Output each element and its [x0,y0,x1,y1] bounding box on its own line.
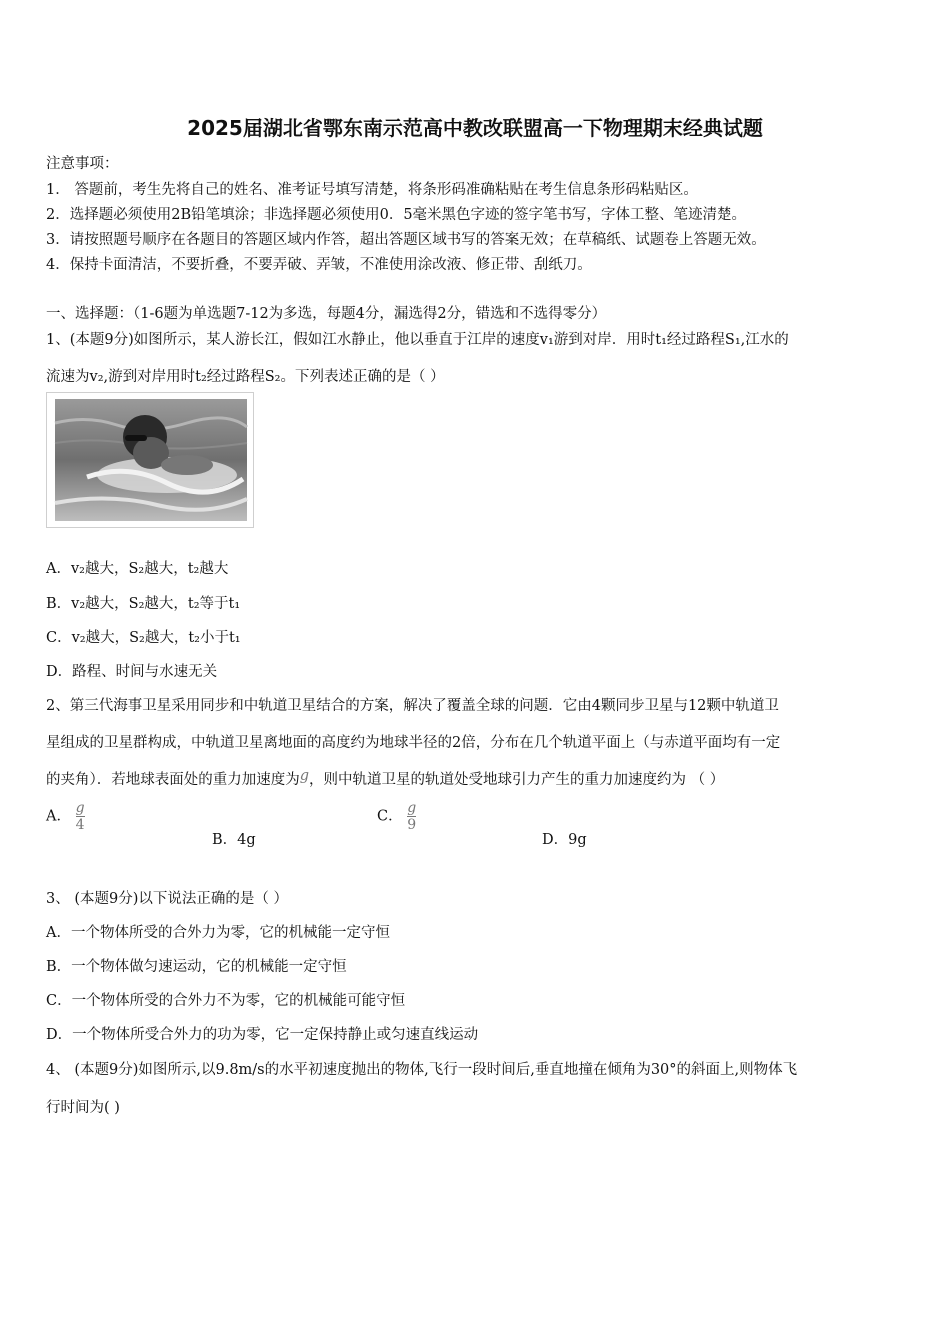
q1-stem-line1: 1、(本题9分)如图所示，某人游长江，假如江水静止，他以垂直于江岸的速度v₁游到对岸．用时t₁经过路程S₁,江水的 [46,332,789,348]
q2-option-c-numerator: g [407,800,417,816]
q2-option-a-label: A． [46,808,71,825]
q1-option-c: C．v₂越大，S₂越大，t₂小于t₁ [46,630,241,646]
q2-option-c [377,800,416,833]
q2-option-b: B．4g [212,832,256,848]
q2-stem-line1: 2、第三代海事卫星采用同步和中轨道卫星结合的方案，解决了覆盖全球的问题．它由4颗同步卫星与12颗中轨道卫 [46,698,779,714]
notice-item-2: 2．选择题必须使用2B铅笔填涂；非选择题必须使用0．5毫米黑色字迹的签字笔书写，字体工整、笔迹清楚。 [46,207,747,223]
q3-option-d: D．一个物体所受合外力的功为零，它一定保持静止或匀速直线运动 [46,1027,479,1043]
q2-option-c-denominator: 9 [407,817,417,833]
q2-option-a [46,800,85,833]
q4-stem-line2: 行时间为( ) [46,1100,120,1116]
q2-gravity-symbol: g [299,768,310,784]
swimmer-image-icon [47,393,253,527]
swimmer-photo [46,392,254,528]
q2-option-a-denominator: 4 [75,817,85,833]
section-heading: 一、选择题：（1-6题为单选题7-12为多选，每题4分，漏选得2分，错选和不选得零分） [46,306,607,322]
q3-option-c: C．一个物体所受的合外力不为零，它的机械能可能守恒 [46,993,406,1009]
q3-option-a: A．一个物体所受的合外力为零，它的机械能一定守恒 [46,925,390,941]
q2-stem-line2: 星组成的卫星群构成，中轨道卫星离地面的高度约为地球半径的2倍，分布在几个轨道平面上（与赤道平面均有一定 [46,735,781,751]
q2-stem-line3-a: 的夹角）．若地球表面处的重力加速度为 [46,772,300,788]
q4-stem-line1: 4、 (本题9分)如图所示,以9.8m/s的水平初速度抛出的物体,飞行一段时间后,垂直地撞在倾角为30°的斜面上,则物体飞 [46,1062,798,1078]
notice-heading: 注意事项： [46,156,119,172]
q1-stem-line2: 流速为v₂,游到对岸用时t₂经过路程S₂。下列表述正确的是（ ） [46,369,445,385]
q2-stem-line3 [46,768,908,789]
q1-option-b: B．v₂越大，S₂越大，t₂等于t₁ [46,596,241,612]
notice-item-3: 3．请按照题号顺序在各题目的答题区域内作答，超出答题区域书写的答案无效；在草稿纸、试题卷上答题无效。 [46,232,766,248]
q1-option-d: D．路程、时间与水速无关 [46,664,218,680]
q2-option-a-fraction [76,800,85,833]
q1-option-a: A．v₂越大，S₂越大，t₂越大 [46,561,229,577]
q2-option-c-label: C． [377,808,403,825]
q3-stem: 3、 (本题9分)以下说法正确的是（ ） [46,891,288,907]
q2-option-c-fraction [407,800,416,833]
q3-option-b: B．一个物体做匀速运动，它的机械能一定守恒 [46,959,347,975]
q2-stem-line3-b: ，则中轨道卫星的轨道处受地球引力产生的重力加速度约为 （ ） [309,772,725,788]
page-title: 2025届湖北省鄂东南示范高中教改联盟高一下物理期末经典试题 [187,116,763,140]
notice-item-4: 4．保持卡面清洁，不要折叠，不要弄破、弄皱，不准使用涂改液、修正带、刮纸刀。 [46,257,592,273]
q2-option-a-numerator: g [75,800,85,816]
notice-item-1: 1． 答题前，考生先将自己的姓名、准考证号填写清楚，将条形码准确粘贴在考生信息条形码粘贴区。 [46,182,698,198]
q2-option-d: D．9g [542,832,587,848]
